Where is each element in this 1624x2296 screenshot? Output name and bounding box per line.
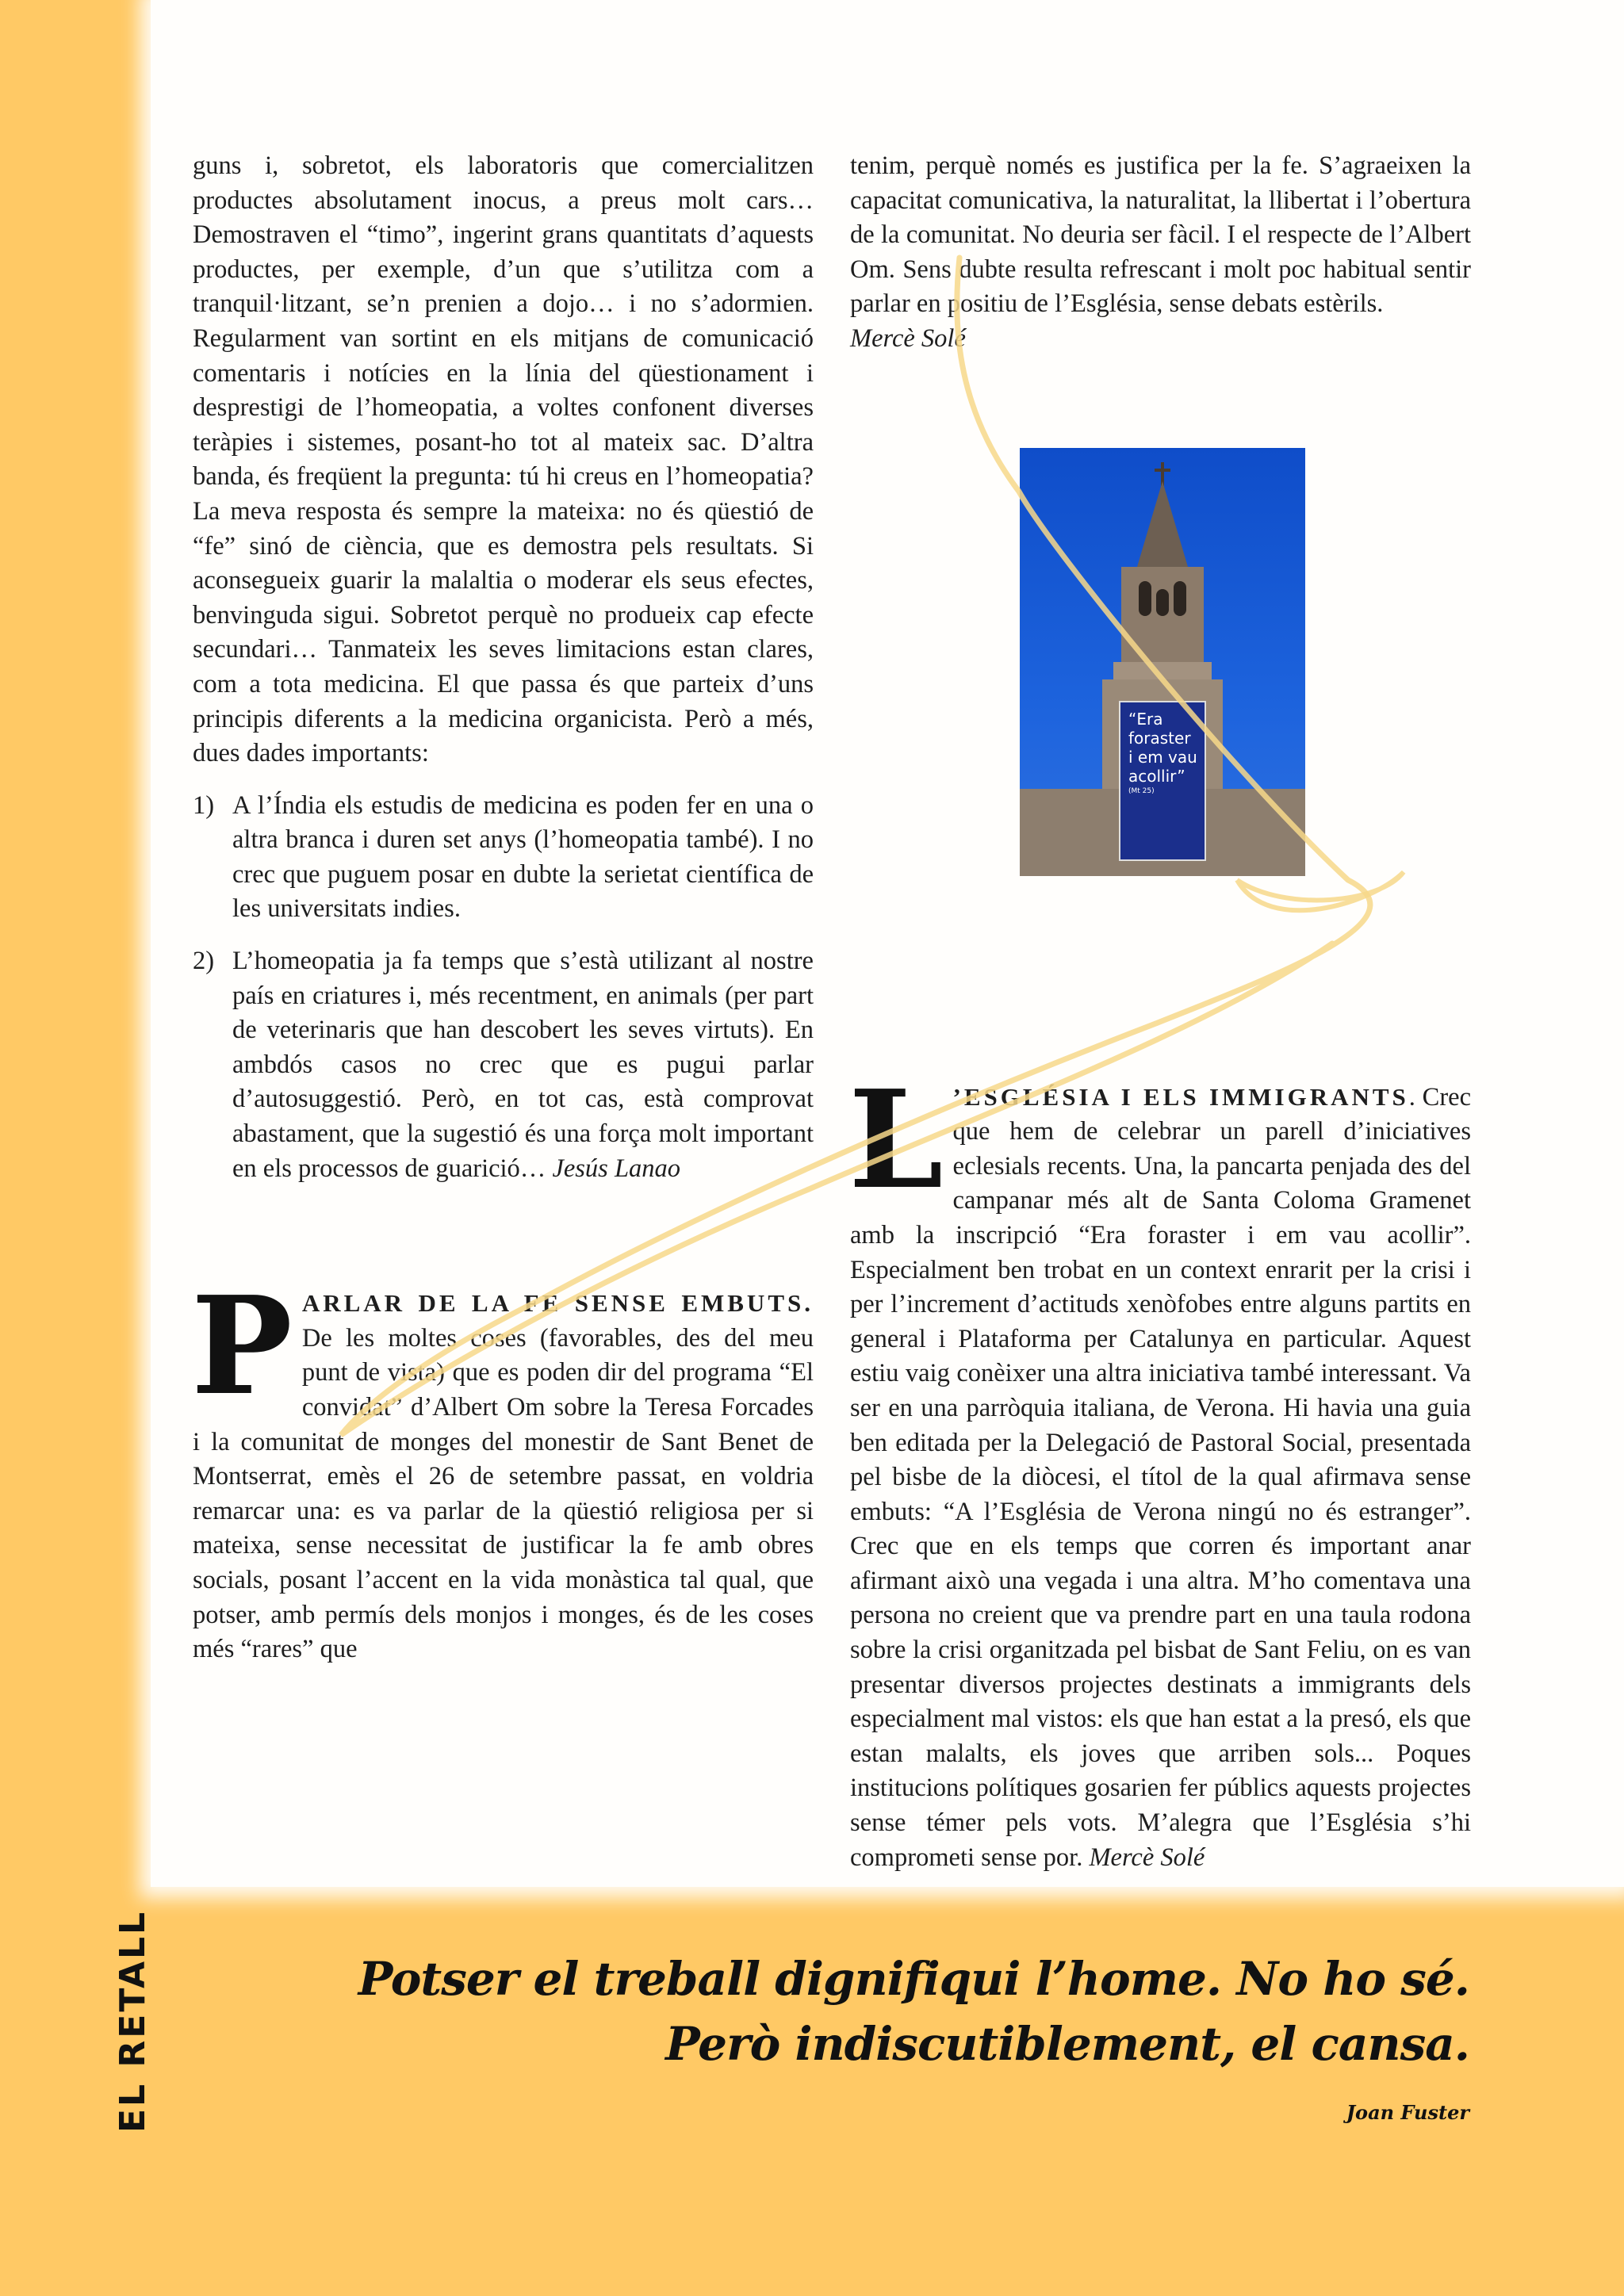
quote-line: Potser el treball dignifiqui l’home. No ho sé. [358,1952,1469,2006]
list-item [193,944,814,1186]
list-number: 2) [193,947,215,976]
continuation-text: tenim, perquè només es justifica per la fe. S’agraeixen la capacitat comunicativa, la naturalitat, la llibertat i l’obertura de la comunitat. No deuria ser fàcil. I el respecte de l’Albert Om. Sens dubte resulta refrescant i molt poc habitual sentir parlar en positiu de l’Església, sense debats estèrils. [850,151,1471,319]
faith-article-text: De les moltes coses (favorables, des del meu punt de vista) que es poden dir del programa “El convidat” d’Albert Om sobre la Teresa Forcades i la comunitat de monges del monestir de Sant Benet de Montserrat, emès el 26 de setembre passat, en voldria remarcar una: es va parlar de la qüestió religiosa per si mateixa, sense necessitat de justificar la fe amb obres socials, posant l’accent en la vida monàstica tal qual, que potser, amb permís dels monjos i monges, és de les coses més “rares” que [193,1323,814,1664]
quote-line: Però indiscutiblement, el cansa. [665,2017,1469,2071]
quote [358,1946,1469,2076]
article-signature: Jesús Lanao [552,1154,681,1183]
faith-article-continuation [850,149,1471,357]
faith-article [191,1267,814,1667]
quote-author: Joan Fuster [1346,2101,1469,2124]
immigrants-article-text: Crec que hem de celebrar un parell d’iniciatives eclesials recents. Una, la pancarta penjada des del campanar més alt de Santa Coloma Gramenet amb la inscripció “Era foraster i em vau acollir”. Especialment ben trobat en un context enrarit per la crisi i per l’increment d’actituds xenòfobes entre alguns partits en general i Plataforma per Catalunya en particular. Aquest estiu vaig conèixer una altra iniciativa també interessant. Va ser en una parròquia italiana, de Verona. Hi havia una guia ben editada per la Delegació de Pastoral Social, presentada pel bisbe de la diòcesi, el títol de la qual afirmava sense embuts: “A l’Església de Verona ningú no és estranger”. Crec que en els temps que corren és important anar afirmant això una vegada i una altra. M’ho comentava una persona no creient que va prendre part en una taula rodona sobre la crisi organitzada pel bisbat de Sant Feliu, on es van presentar diversos projectes destinats a immigrants dels especialment mal vistos: els que han estat a la presó, els que estan malalts, els joves que arriben sols... Poques institucions polítiques gosarien fer públics aquests projectes sense témer pels vots. M’alegra que l’Església s’hi comprometi sense por. [850,1082,1472,1872]
list-item [193,789,814,927]
left-column [193,149,814,1667]
list-item-text: L’homeopatia ja fa temps que s’està utilizant al nostre país en criatures i, més recentment, en animals (per part de veterinaris que han descobert les seves virtuts). En ambdós casos no crec que es pugui parlar d’autosuggestió. Però, en tot cas, està comprovat abastament, que la sugestió és una força molt important en els processos de guarició… [232,947,814,1183]
publication-logo: EL RETALL [113,1909,153,2133]
homeopathy-article-text: guns i, sobretot, els laboratoris que comercialitzen productes absolutament inocus, a preus molt cars… Demostraven el “timo”, ingerint grans quantitats d’aquests productes, per exemple, d’un que s’utilitza com a tranquil·litzant, se’n prenien a dojo… i no s’adormien. Regularment van sortint en els mitjans de comunicació comentaris i notícies en la línia del qüestionament i desprestigi de l’homeopatia, a voltes confonent diverses teràpies i sistemes, posant-ho tot al mateix sac. D’altra banda, és freqüent la pregunta: tú hi creus en l’homeopatia? La meva resposta és sempre la mateixa: no és qüestió de “fe” sinó de ciència, que es demostra pels resultats. Si aconsegueix guarir la malaltia o moderar els seus efectes, benvinguda sigui. Sobretot perquè no produeix cap efecte secundari… Tanmateix les seves limitacions estan clares, com a tota medicina. El que passa és que parteix d’uns principis diferents a la medicina organicista. Però a més, dues dades importants: [193,151,814,768]
article-signature: Mercè Solé [850,323,966,353]
banner-text: “Era foraster i em vau acollir” (Mt 25) [1128,710,1197,795]
list-item-text: A l’Índia els estudis de medicina es poden fer en una o altra branca i duren set anys (l’homeopatia també). I no crec que puguem posar en dubte la serietat científica de les universitats indies. [232,790,814,924]
list-number: 1) [193,790,215,820]
article-heading: ’ESGLÉSIA I ELS IMMIGRANTS [952,1082,1409,1111]
article-signature: Mercè Solé [1089,1843,1205,1872]
drop-cap: P [191,1267,293,1426]
church-tower-photo [1020,448,1305,876]
immigrants-article: L ’ESGLÉSIA I ELS IMMIGRANTS. Crec que hem de celebrar un parell d’iniciatives eclesials recents. Una, la pancarta penjada des del campanar més alt de Santa Coloma Gramenet amb la inscripció “Era foraster i em vau acollir”. Especialment ben trobat en un context enrarit per la crisi i per l’increment d’actituds xenòfobes entre alguns partits en general i Plataforma per Catalunya en particular. Aquest estiu vaig conèixer una altra iniciativa també interessant. Va ser en una parròquia italiana, de Verona. Hi havia una guia ben editada per la Delegació de Pastoral Social, presentada pel bisbe de la diòcesi, el títol de la qual afirmava sense embuts: “A l’Església de Verona ningú no és estranger”. Crec que en els temps que corren és important anar afirmant això una vegada i una altra. M’ho comentava una persona no creient que va prendre part en una taula rodona sobre la crisi organitzada pel bisbat de Sant Feliu, on es van presentar diversos projectes destinats a immigrants dels especialment mal vistos: els que han estat a la presó, els que estan malalts, els joves que arriben sols... Poques institucions polítiques gosarien fer públics aquests projectes sense témer pels vots. M’alegra que l’Església s’hi comprometi sense por. Mercè Solé [848,1060,1472,1872]
right-column [850,149,1471,1875]
drop-cap: L [848,1060,944,1219]
article-heading: ARLAR DE LA FE SENSE EMBUTS. [301,1289,814,1318]
church-tower-illustration [1020,448,1305,876]
